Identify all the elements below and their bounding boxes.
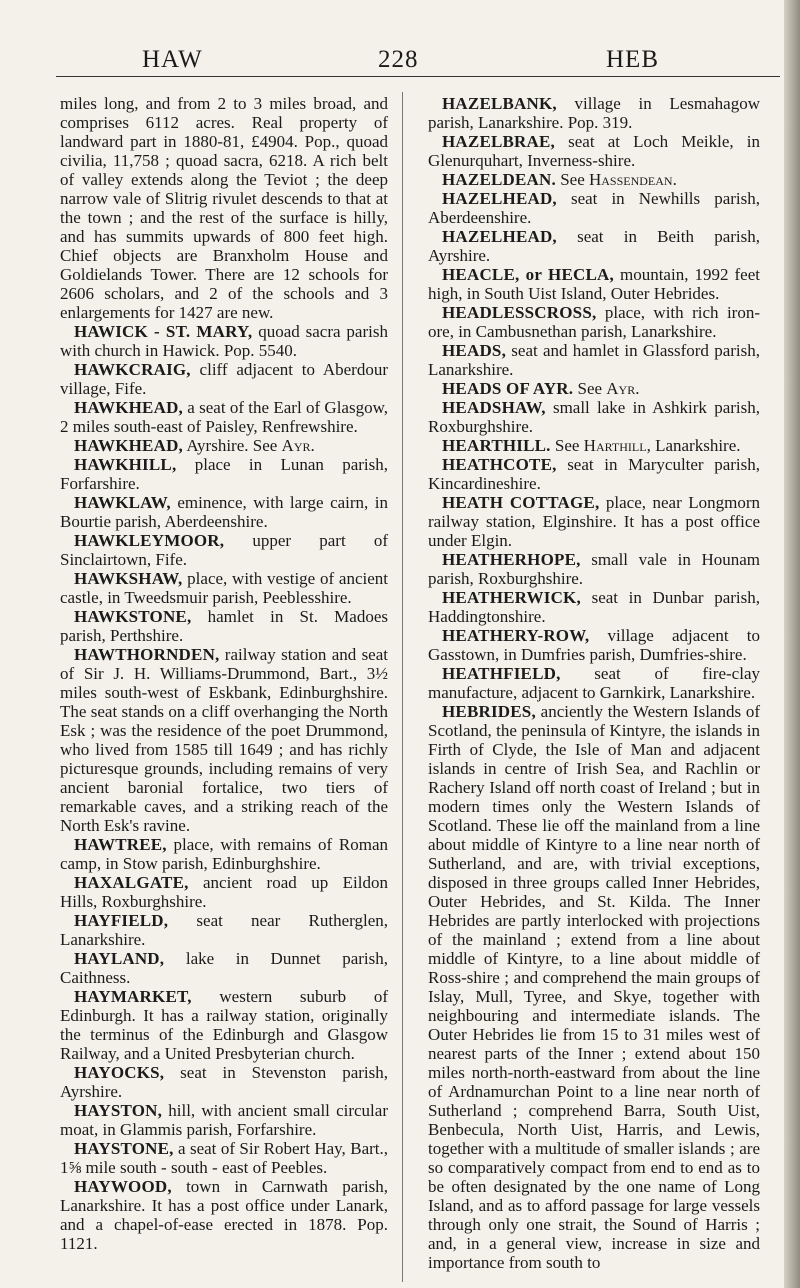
entry-text-tail: .: [310, 436, 315, 455]
entry-headword: HAZELBRAE,: [442, 132, 555, 151]
page-header: [0, 40, 800, 80]
entry-text: seat in Stevenston parish, Ayrshire.: [60, 1063, 388, 1101]
entry-text-tail: .: [635, 379, 640, 398]
gazetteer-entry: [60, 322, 388, 360]
entry-text: See: [550, 436, 584, 455]
entry-text-tail: .: [672, 170, 677, 189]
entry-text: eminence, with large cairn, in Bourtie parish, Aberdeenshire.: [60, 493, 388, 531]
entry-headword: HAZELBANK,: [442, 94, 557, 113]
entry-text: town in Carnwath parish, Lanarkshire. It has a post office under Lanark, and a chapel-of-ease erected in 1878. Pop. 1121.: [60, 1177, 388, 1253]
entry-text: quoad sacra parish with church in Hawick. Pop. 5540.: [60, 322, 388, 360]
gazetteer-entry: [428, 227, 760, 265]
gazetteer-entry: [428, 550, 760, 588]
entry-cross-reference: Ayr: [281, 436, 311, 455]
entry-headword: HAWKHILL,: [74, 455, 177, 474]
entry-headword: HAYWOOD,: [74, 1177, 172, 1196]
entry-headword: HAYSTONE,: [74, 1139, 174, 1158]
gazetteer-entry: [428, 189, 760, 227]
entry-headword: HAZELHEAD,: [442, 227, 557, 246]
entry-headword: HAWKLAW,: [74, 493, 171, 512]
entry-headword: HAYLAND,: [74, 949, 165, 968]
entry-text: hill, with ancient small circular moat, in Glammis parish, Forfarshire.: [60, 1101, 388, 1139]
gazetteer-entry: [428, 493, 760, 550]
gazetteer-entry: [60, 949, 388, 987]
entry-text: small lake in Ashkirk parish, Roxburghshire.: [428, 398, 760, 436]
gazetteer-entry: [60, 1101, 388, 1139]
entry-headword: HEATHERWICK,: [442, 588, 581, 607]
entry-headword: HAWICK - ST. MARY,: [74, 322, 253, 341]
entry-text: village adjacent to Gasstown, in Dumfries parish, Dumfries-shire.: [428, 626, 760, 664]
entry-headword: HAYSTON,: [74, 1101, 163, 1120]
gazetteer-entry: [60, 1177, 388, 1253]
entry-text: seat at Loch Meikle, in Glenurquhart, Inverness-shire.: [428, 132, 760, 170]
entry-text: western suburb of Edinburgh. It has a railway station, originally the terminus of the Edinburgh and Glasgow Railway, and a United Presbyterian church.: [60, 987, 388, 1063]
entry-cross-reference: Harthill: [583, 436, 647, 455]
entry-text: place, with remains of Roman camp, in Stow parish, Edinburghshire.: [60, 835, 388, 873]
right-column: [428, 94, 760, 1272]
entry-headword: HAWTHORNDEN,: [74, 645, 220, 664]
entry-headword: HAZELHEAD,: [442, 189, 557, 208]
header-rule: [56, 76, 780, 77]
entry-text: hamlet in St. Madoes parish, Perthshire.: [60, 607, 388, 645]
page-edge-shadow: [784, 0, 800, 1288]
entry-headword: HAYFIELD,: [74, 911, 169, 930]
header-right-guideword: HEB: [606, 46, 659, 73]
page-number: 228: [378, 46, 419, 73]
entry-headword: HAWKLEYMOOR,: [74, 531, 225, 550]
entry-text: place in Lunan parish, Forfarshire.: [60, 455, 388, 493]
entry-text: Ayrshire. See: [183, 436, 282, 455]
entry-text: place, with vestige of ancient castle, in Tweedsmuir parish, Peeblesshire.: [60, 569, 388, 607]
entry-headword: HAYMARKET,: [74, 987, 192, 1006]
gazetteer-entry: [428, 626, 760, 664]
entry-headword: HEATHERY-ROW,: [442, 626, 590, 645]
entry-headword: HAWKSHAW,: [74, 569, 183, 588]
entry-text: lake in Dunnet parish, Caithness.: [60, 949, 388, 987]
gazetteer-entry: [60, 455, 388, 493]
entry-text: village in Lesmahagow parish, Lanarkshire. Pop. 319.: [428, 94, 760, 132]
entry-headword: HEARTHILL.: [442, 436, 551, 455]
entry-text: a seat of the Earl of Glasgow, 2 miles south-east of Paisley, Renfrewshire.: [60, 398, 388, 436]
entry-headword: HAWKSTONE,: [74, 607, 192, 626]
entry-headword: HEACLE, or HECLA,: [442, 265, 614, 284]
gazetteer-entry: [60, 1139, 388, 1177]
gazetteer-entry: [60, 398, 388, 436]
entry-headword: HAWKCRAIG,: [74, 360, 191, 379]
entry-text: seat in Maryculter parish, Kincardineshire.: [428, 455, 760, 493]
entry-headword: HEATHERHOPE,: [442, 550, 581, 569]
left-column: [60, 94, 388, 1253]
gazetteer-entry: [428, 455, 760, 493]
gazetteer-entry: [60, 835, 388, 873]
gazetteer-entry: [428, 341, 760, 379]
gazetteer-entry: [428, 265, 760, 303]
gazetteer-entry: [60, 873, 388, 911]
entry-text: place, near Longmorn railway station, Elginshire. It has a post office under Elgin.: [428, 493, 760, 550]
gazetteer-entry: [60, 987, 388, 1063]
entry-text: seat in Dunbar parish, Haddingtonshire.: [428, 588, 760, 626]
entry-headword: HEADSHAW,: [442, 398, 546, 417]
column-divider: [402, 92, 403, 1282]
entry-headword: HEATHFIELD,: [442, 664, 561, 683]
entry-headword: HEATHCOTE,: [442, 455, 557, 474]
gazetteer-entry: [428, 664, 760, 702]
gazetteer-entry: [428, 588, 760, 626]
entry-cross-reference: Hassendean: [588, 170, 673, 189]
gazetteer-entry: [428, 132, 760, 170]
gazetteer-entry: [60, 360, 388, 398]
gazetteer-entry: [428, 303, 760, 341]
entry-text: seat near Rutherglen, Lanarkshire.: [60, 911, 388, 949]
gazetteer-entry: [428, 436, 760, 455]
entry-text: miles long, and from 2 to 3 miles broad, and comprises 6112 acres. Real property of landward part in 1880-81, £4904. Pop., quoad civilia, 11,758 ; quoad sacra, 6218. A rich belt of valley extends along the Teviot ; the deep narrow vale of Slitrig rivulet descends to that at the town ; and the rest of the surface is hilly, and has summits upwards of 800 feet high. Chief objects are Branxholm House and Goldielands Tower. There are 12 schools for 2606 scholars, and 2 of the schools and 3 enlargements for 1427 are new.: [60, 94, 388, 322]
entry-text: upper part of Sinclairtown, Fife.: [60, 531, 388, 569]
entry-text: See: [573, 379, 607, 398]
entry-text: seat and hamlet in Glassford parish, Lanarkshire.: [428, 341, 760, 379]
gazetteer-entry: [60, 94, 388, 322]
entry-text: See: [555, 170, 589, 189]
entry-headword: HEADLESSCROSS,: [442, 303, 597, 322]
gazetteer-entry: [428, 94, 760, 132]
entry-cross-reference: Ayr: [606, 379, 636, 398]
entry-text: ancient road up Eildon Hills, Roxburghshire.: [60, 873, 388, 911]
gazetteer-entry: [60, 911, 388, 949]
gazetteer-entry: [60, 1063, 388, 1101]
entry-headword: HAWTREE,: [74, 835, 167, 854]
entry-text: cliff adjacent to Aberdour village, Fife.: [60, 360, 388, 398]
entry-headword: HAZELDEAN.: [442, 170, 556, 189]
gazetteer-entry: [428, 170, 760, 189]
gazetteer-entry: [60, 531, 388, 569]
entry-text: railway station and seat of Sir J. H. Williams-Drummond, Bart., 3½ miles south-west of Eskbank, Edinburghshire. The seat stands on a cliff overhanging the North Esk ; was the residence of the poet Drummond, who lived from 1585 till 1649 ; and has richly picturesque grounds, including remains of very ancient baronial fortalice, two tiers of remarkable caves, and a striking reach of the North Esk's ravine.: [60, 645, 388, 835]
entry-text: anciently the Western Islands of Scotland, the peninsula of Kintyre, the islands in Firth of Clyde, the Isle of Man and adjacent islands in centre of Irish Sea, and Rachlin or Rachery Island off north coast of Ireland ; but in modern times only the Western Islands of Scotland. These lie off the mainland from a line about middle of Kintyre to a line near north of Sutherland, and are, with trivial exceptions, disposed in three groups called Inner Hebrides, Outer Hebrides, and St. Kilda. The Inner Hebrides are partly interlocked with projections of the mainland ; extend from a line about middle of Kintyre, to a line about middle of Ross-shire ; and comprehend the main groups of Islay, Mull, Tyree, and Skye, together with neighbouring and intermediate islands. The Outer Hebrides lie from 15 to 31 miles west of nearest parts of the Inner ; extend about 150 miles north-north-eastward from about the line of Ardnamurchan Point to a line near north of Sutherland ; comprehend Barra, South Uist, Benbecula, North Uist, Harris, and Lewis, together with a multitude of smaller islands ; are so comparatively compact from end to end as to be often designated by the one name of Long Island, and as to afford passage for large vessels through only one strait, the Sound of Harris ; and, in a general view, increase in size and importance from south to: [428, 702, 760, 1272]
entry-text: seat in Newhills parish, Aberdeenshire.: [428, 189, 760, 227]
entry-text: small vale in Hounam parish, Roxburghshire.: [428, 550, 760, 588]
entry-headword: HEADS OF AYR.: [442, 379, 574, 398]
entry-text: mountain, 1992 feet high, in South Uist Island, Outer Hebrides.: [428, 265, 760, 303]
header-left-guideword: HAW: [142, 46, 203, 73]
entry-text: place, with rich iron-ore, in Cambusnethan parish, Lanarkshire.: [428, 303, 760, 341]
entry-headword: HEADS,: [442, 341, 507, 360]
gazetteer-entry: [428, 702, 760, 1272]
entry-text: a seat of Sir Robert Hay, Bart., 1⅝ mile south - south - east of Peebles.: [60, 1139, 388, 1177]
gazetteer-entry: [60, 493, 388, 531]
gazetteer-entry: [60, 436, 388, 455]
entry-headword: HAYOCKS,: [74, 1063, 165, 1082]
entry-headword: HEATH COTTAGE,: [442, 493, 600, 512]
gazetteer-entry: [60, 645, 388, 835]
gazetteer-entry: [428, 379, 760, 398]
entry-headword: HAXALGATE,: [74, 873, 189, 892]
gazetteer-entry: [60, 607, 388, 645]
entry-text-tail: , Lanarkshire.: [646, 436, 741, 455]
entry-headword: HAWKHEAD,: [74, 436, 184, 455]
entry-headword: HEBRIDES,: [442, 702, 536, 721]
entry-text: seat of fire-clay manufacture, adjacent to Garnkirk, Lanarkshire.: [428, 664, 760, 702]
entry-text: seat in Beith parish, Ayrshire.: [428, 227, 760, 265]
gazetteer-entry: [428, 398, 760, 436]
entry-headword: HAWKHEAD,: [74, 398, 184, 417]
gazetteer-entry: [60, 569, 388, 607]
